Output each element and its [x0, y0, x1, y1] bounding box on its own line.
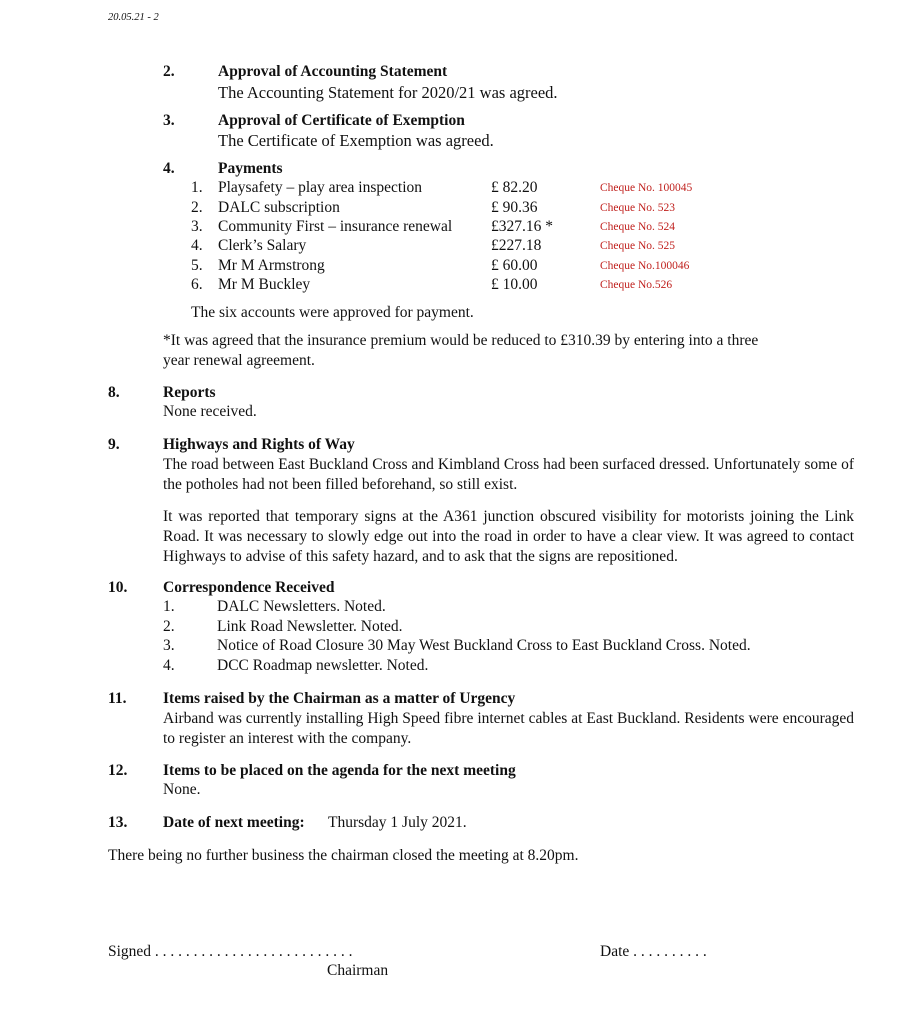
signatory-role: Chairman [327, 962, 389, 979]
item-number-highways: 9. [108, 436, 120, 453]
item-heading-highways: Highways and Rights of Way [163, 436, 355, 453]
item-number-correspondence: 10. [108, 579, 128, 596]
payment-payee: Mr M Buckley [218, 276, 311, 293]
payment-cheque: Cheque No. 524 [600, 221, 676, 233]
item-heading-accounting: Approval of Accounting Statement [218, 63, 448, 80]
item-number-exemption: 3. [163, 112, 175, 129]
item-number-urgency: 11. [108, 690, 127, 707]
item-heading-payments: Payments [218, 160, 283, 177]
list-item-number: 3. [163, 637, 175, 654]
payment-row-number: 2. [191, 199, 203, 216]
item-body-exemption: The Certificate of Exemption was agreed. [218, 131, 494, 150]
signed-line: Signed . . . . . . . . . . . . . . . . . . . . . . . . . . [108, 943, 353, 960]
item-heading-exemption: Approval of Certificate of Exemption [218, 112, 465, 129]
payment-payee: Mr M Armstrong [218, 257, 325, 274]
payment-amount: £ 10.00 [491, 276, 538, 293]
closing-statement: There being no further business the chairman closed the meeting at 8.20pm. [108, 847, 579, 864]
payment-amount: £ 60.00 [491, 257, 538, 274]
highways-paragraph-1: The road between East Buckland Cross and Kimbland Cross had been surfaced dressed. Unfortunately some of the potholes had not been filled beforehand, so still exist. [163, 456, 854, 493]
payment-payee: Community First – insurance renewal [218, 218, 453, 235]
item-body-urgency: Airband was currently installing High Speed fibre internet cables at East Buckland. Residents were encouraged to register an interest with the company. [163, 710, 854, 747]
list-item-number: 2. [163, 618, 175, 635]
page-reference: 20.05.21 - 2 [108, 12, 159, 23]
payment-row-number: 5. [191, 257, 203, 274]
payment-cheque: Cheque No. 525 [600, 240, 676, 252]
item-number-next-meeting: 13. [108, 814, 128, 831]
item-heading-agenda: Items to be placed on the agenda for the next meeting [163, 762, 516, 779]
item-body-accounting: The Accounting Statement for 2020/21 was agreed. [218, 83, 558, 102]
list-item-text: DALC Newsletters. Noted. [217, 598, 386, 615]
insurance-note-line2: year renewal agreement. [163, 352, 315, 369]
date-line: Date . . . . . . . . . . [600, 943, 707, 960]
list-item-text: DCC Roadmap newsletter. Noted. [217, 657, 429, 674]
item-heading-correspondence: Correspondence Received [163, 579, 335, 596]
list-item-text: Notice of Road Closure 30 May West Buckland Cross to East Buckland Cross. Noted. [217, 637, 751, 654]
payment-cheque: Cheque No. 523 [600, 202, 676, 214]
payments-approval: The six accounts were approved for payment. [191, 304, 474, 321]
payment-payee: Clerk’s Salary [218, 237, 307, 254]
payment-amount: £ 90.36 [491, 199, 538, 216]
payment-amount: £227.18 [491, 237, 542, 254]
payment-amount: £ 82.20 [491, 179, 538, 196]
payment-cheque: Cheque No.100046 [600, 260, 690, 272]
payment-cheque: Cheque No.526 [600, 279, 673, 291]
item-heading-next-meeting: Date of next meeting: [163, 814, 305, 831]
payment-amount: £327.16 * [491, 218, 553, 235]
payment-payee: Playsafety – play area inspection [218, 179, 423, 196]
list-item-text: Link Road Newsletter. Noted. [217, 618, 403, 635]
item-heading-reports: Reports [163, 384, 216, 401]
item-body-reports: None received. [163, 403, 257, 420]
highways-paragraph-2: It was reported that temporary signs at the A361 junction obscured visibility for motorists joining the Link Road. It was necessary to slowly edge out into the road in order to have a clear view. It was agreed to contact Highways to advise of this safety hazard, and to ask that the signs are repositioned. [163, 508, 854, 565]
payment-row-number: 4. [191, 237, 203, 254]
insurance-note-line1: *It was agreed that the insurance premium would be reduced to £310.39 by entering into a three [163, 332, 759, 349]
next-meeting-date: Thursday 1 July 2021. [328, 814, 467, 831]
item-number-reports: 8. [108, 384, 120, 401]
item-number-agenda: 12. [108, 762, 128, 779]
item-heading-urgency: Items raised by the Chairman as a matter of Urgency [163, 690, 516, 707]
payment-payee: DALC subscription [218, 199, 340, 216]
payment-row-number: 1. [191, 179, 203, 196]
payment-row-number: 6. [191, 276, 203, 293]
item-number-accounting: 2. [163, 63, 175, 80]
item-body-agenda: None. [163, 781, 201, 798]
payment-cheque: Cheque No. 100045 [600, 182, 693, 194]
payment-row-number: 3. [191, 218, 203, 235]
list-item-number: 4. [163, 657, 175, 674]
item-number-payments: 4. [163, 160, 175, 177]
list-item-number: 1. [163, 598, 175, 615]
